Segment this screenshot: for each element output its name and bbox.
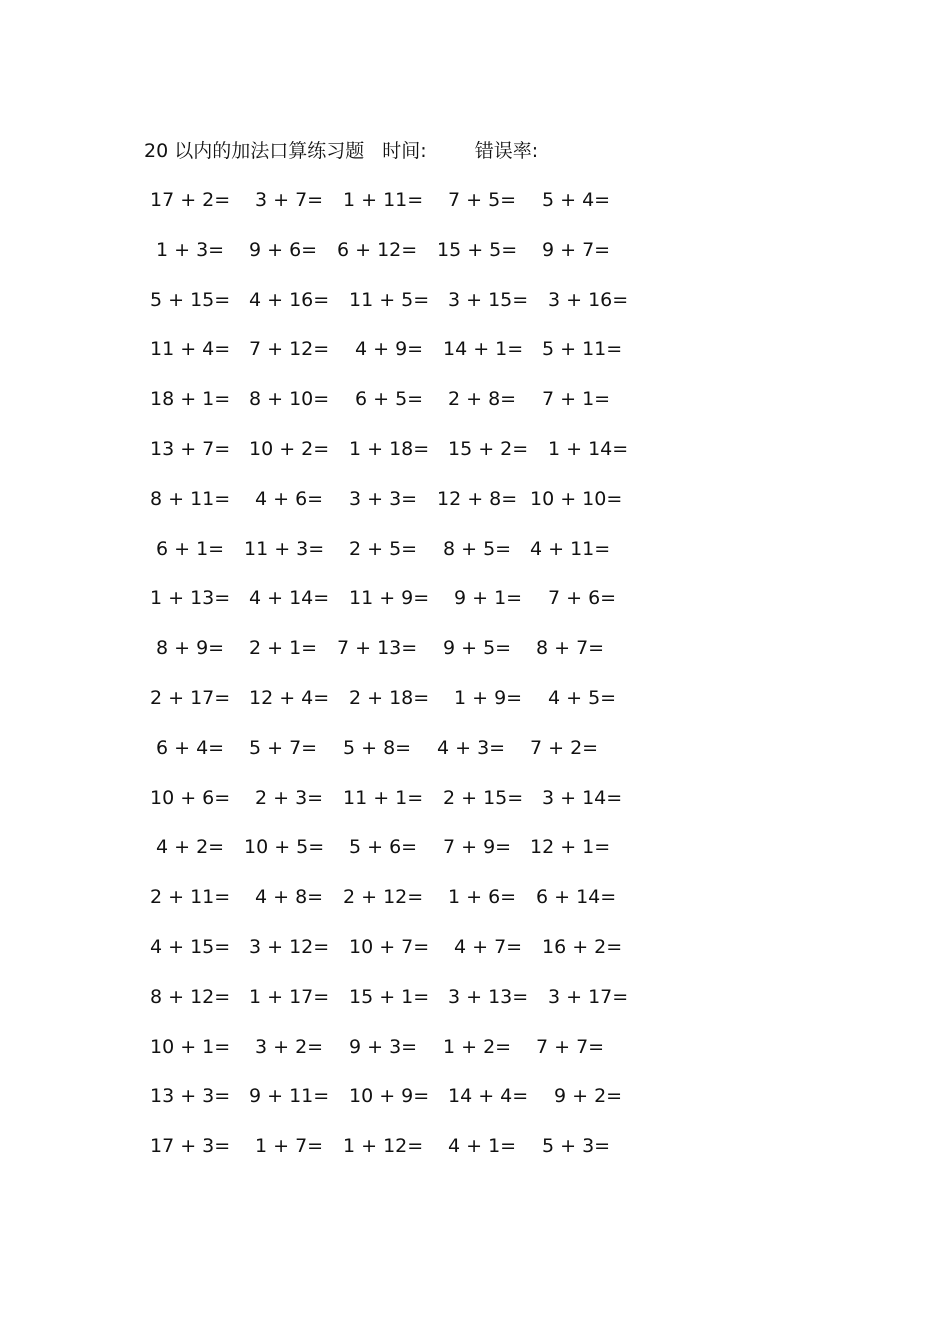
addition-problem: 15 + 2= (448, 437, 529, 460)
problem-row (0, 933, 950, 983)
addition-problem: 7 + 5= (448, 189, 517, 211)
addition-problem: 6 + 12= (337, 238, 418, 261)
addition-problem: 3 + 3= (349, 487, 418, 510)
addition-problem: 10 + 5= (244, 836, 325, 859)
addition-problem: 8 + 10= (249, 388, 330, 411)
addition-problem: 3 + 12= (249, 935, 330, 958)
problem-row (0, 535, 950, 585)
addition-problem: 9 + 5= (443, 637, 512, 660)
addition-problem: 4 + 16= (249, 288, 330, 311)
addition-problem: 3 + 14= (542, 786, 623, 809)
addition-problem: 1 + 7= (255, 1135, 324, 1158)
addition-problem: 10 + 1= (150, 1035, 231, 1058)
addition-problem: 8 + 11= (150, 487, 231, 510)
problem-row (0, 883, 950, 933)
problem-row (0, 734, 950, 784)
addition-problem: 2 + 5= (349, 537, 418, 560)
addition-problem: 15 + 1= (349, 985, 430, 1008)
problem-row (0, 1033, 950, 1083)
problem-row (0, 983, 950, 1033)
addition-problem: 3 + 7= (255, 189, 324, 211)
error-rate-label: 错误率: (474, 140, 539, 162)
problem-row (0, 186, 950, 236)
addition-problem: 2 + 17= (150, 686, 231, 709)
addition-problem: 5 + 4= (542, 189, 611, 211)
problem-row (0, 435, 950, 485)
addition-problem: 6 + 1= (156, 537, 225, 560)
addition-problem: 9 + 6= (249, 238, 318, 261)
addition-problem: 11 + 3= (244, 537, 325, 560)
addition-problem: 9 + 1= (454, 587, 523, 610)
addition-problem: 5 + 15= (150, 288, 231, 311)
problem-row (0, 236, 950, 286)
time-label: 时间: (382, 140, 427, 162)
addition-problem: 8 + 5= (443, 537, 512, 560)
addition-problem: 5 + 3= (542, 1135, 611, 1158)
problem-row (0, 286, 950, 336)
addition-problem: 4 + 11= (530, 537, 611, 560)
addition-problem: 10 + 10= (530, 487, 623, 510)
addition-problem: 11 + 1= (343, 786, 424, 809)
addition-problem: 6 + 4= (156, 736, 225, 759)
addition-problem: 17 + 2= (150, 189, 231, 211)
addition-problem: 2 + 1= (249, 637, 318, 660)
addition-problem: 2 + 12= (343, 886, 424, 909)
addition-problem: 9 + 3= (349, 1035, 418, 1058)
worksheet-header (144, 137, 538, 165)
addition-problem: 7 + 1= (542, 388, 611, 411)
problem-row (0, 485, 950, 535)
addition-problem: 3 + 2= (255, 1035, 324, 1058)
addition-problem: 6 + 5= (355, 388, 424, 411)
addition-problem: 1 + 3= (156, 238, 225, 261)
addition-problem: 13 + 7= (150, 437, 231, 460)
addition-problem: 8 + 12= (150, 985, 231, 1008)
problem-row (0, 784, 950, 834)
addition-problem: 4 + 6= (255, 487, 324, 510)
addition-problem: 8 + 7= (536, 637, 605, 660)
addition-problem: 3 + 15= (448, 288, 529, 311)
addition-problem: 17 + 3= (150, 1135, 231, 1158)
addition-problem: 2 + 15= (443, 786, 524, 809)
addition-problem: 2 + 8= (448, 388, 517, 411)
addition-problem: 14 + 4= (448, 1085, 529, 1108)
addition-problem: 13 + 3= (150, 1085, 231, 1108)
addition-problem: 14 + 1= (443, 338, 524, 361)
addition-problem: 10 + 9= (349, 1085, 430, 1108)
addition-problem: 2 + 11= (150, 886, 231, 909)
addition-problem: 7 + 12= (249, 338, 330, 361)
addition-problem: 1 + 9= (454, 686, 523, 709)
addition-problem: 3 + 17= (548, 985, 629, 1008)
addition-problem: 4 + 15= (150, 935, 231, 958)
addition-problem: 4 + 1= (448, 1135, 517, 1158)
addition-problem: 11 + 5= (349, 288, 430, 311)
addition-problem: 5 + 6= (349, 836, 418, 859)
addition-problem: 5 + 11= (542, 338, 623, 361)
addition-problem: 1 + 17= (249, 985, 330, 1008)
addition-problem: 2 + 3= (255, 786, 324, 809)
addition-problem: 8 + 9= (156, 637, 225, 660)
addition-problem: 1 + 12= (343, 1135, 424, 1158)
problem-row (0, 335, 950, 385)
addition-problem: 4 + 9= (355, 338, 424, 361)
addition-problem: 7 + 9= (443, 836, 512, 859)
addition-problem: 9 + 2= (554, 1085, 623, 1108)
addition-problem: 1 + 11= (343, 189, 424, 211)
addition-problem: 4 + 8= (255, 886, 324, 909)
addition-problem: 16 + 2= (542, 935, 623, 958)
addition-problem: 4 + 5= (548, 686, 617, 709)
addition-problem: 10 + 2= (249, 437, 330, 460)
problem-row (0, 833, 950, 883)
addition-problem: 3 + 16= (548, 288, 629, 311)
addition-problem: 4 + 14= (249, 587, 330, 610)
addition-problem: 3 + 13= (448, 985, 529, 1008)
addition-problem: 7 + 2= (530, 736, 599, 759)
addition-problem: 10 + 7= (349, 935, 430, 958)
addition-problem: 5 + 8= (343, 736, 412, 759)
worksheet-title: 20 以内的加法口算练习题 (144, 140, 365, 162)
addition-problem: 7 + 7= (536, 1035, 605, 1058)
problem-row (0, 385, 950, 435)
addition-problem: 4 + 3= (437, 736, 506, 759)
addition-problem: 1 + 2= (443, 1035, 512, 1058)
problem-row (0, 1082, 950, 1132)
addition-problem: 11 + 9= (349, 587, 430, 610)
addition-problem: 9 + 7= (542, 238, 611, 261)
problem-row (0, 684, 950, 734)
addition-problem: 7 + 13= (337, 637, 418, 660)
addition-problem: 1 + 13= (150, 587, 231, 610)
problem-row (0, 1132, 950, 1182)
addition-problem: 2 + 18= (349, 686, 430, 709)
addition-problem: 5 + 7= (249, 736, 318, 759)
problem-row (0, 634, 950, 684)
addition-problem: 12 + 8= (437, 487, 518, 510)
addition-problem: 18 + 1= (150, 388, 231, 411)
addition-problem: 6 + 14= (536, 886, 617, 909)
addition-problem: 9 + 11= (249, 1085, 330, 1108)
addition-problem: 12 + 1= (530, 836, 611, 859)
addition-problem: 1 + 18= (349, 437, 430, 460)
addition-problem: 11 + 4= (150, 338, 231, 361)
addition-problem: 1 + 14= (548, 437, 629, 460)
addition-problem: 10 + 6= (150, 786, 231, 809)
addition-problem: 7 + 6= (548, 587, 617, 610)
addition-problem: 12 + 4= (249, 686, 330, 709)
problem-row (0, 584, 950, 634)
problem-grid (0, 186, 950, 1182)
addition-problem: 4 + 7= (454, 935, 523, 958)
addition-problem: 4 + 2= (156, 836, 225, 859)
addition-problem: 15 + 5= (437, 238, 518, 261)
addition-problem: 1 + 6= (448, 886, 517, 909)
